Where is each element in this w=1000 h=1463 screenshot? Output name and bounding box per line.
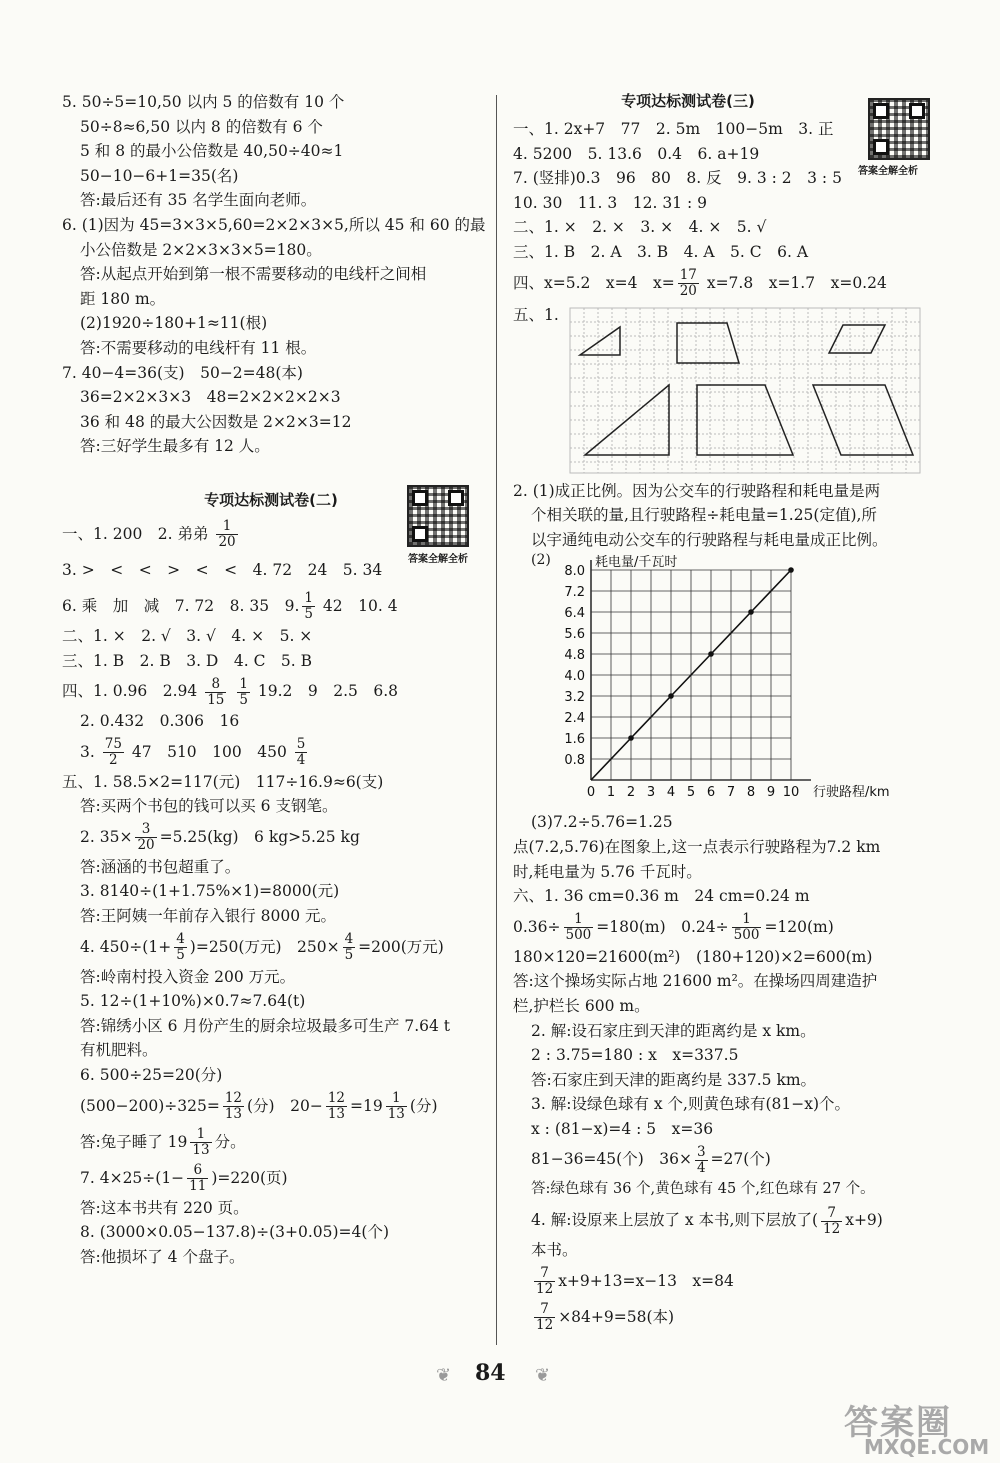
y-tick-label: 7.2 [564,585,585,601]
s3-p3-2: 点(7.2,5.76)在图象上,这一点表示行驶路程为7.2 km [513,837,881,856]
answer-line: 答:最后还有 35 名学生面向老师。 [80,191,317,210]
answer-line: 50÷8≈6,50 以内 8 的倍数有 6 个 [80,117,323,136]
x-tick-label: 7 [726,785,736,801]
s2-wu3-answer: 答:王阿姨一年前存入银行 8000 元。 [80,907,337,926]
s3-l5: 二、1. × 2. × 3. × 4. × 5. √ [513,218,767,237]
s2-q6: 6. 乘 加 减 7. 72 8. 35 9. $\frac{1}{5}$ 42 10. 4 [62,590,398,623]
qr-label: 答案全解全析 [408,554,468,565]
s3-q3-1: 3. 解:设绿色球有 x 个,则黄色球有(81−x)个。 [531,1095,851,1114]
data-point [788,568,794,574]
s3-q4-4: $\frac{7}{12}$ ×84+9=58(本) [536,1301,675,1334]
y-tick-label: 0.8 [564,753,585,769]
answer-line: 36 和 48 的最大公因数是 2×2×3=12 [80,412,352,431]
s3-liu3: 180×120=21600(m²) (180+120)×2=600(m) [513,947,873,966]
s3-p2-1: 2. (1)成正比例。因为公交车的行驶路程和耗电量是两 [513,481,881,500]
answer-line: 答:从起点开始到第一根不需要移动的电线杆之间相 [80,265,427,284]
parallelogram-small [829,325,885,353]
answer-line: 7. 40−4=36(支) 50−2=48(本) [62,363,303,382]
y-tick-label: 4.0 [564,669,585,685]
s2-er: 二、1. × 2. √ 3. √ 4. × 5. × [62,626,313,645]
s3-l4: 10. 30 11. 3 12. 31 : 9 [513,193,707,212]
s2-q1: 一、1. 200 2. 弟弟 $\frac{1}{20}$ [62,518,236,551]
s3-p3-1: (3)7.2÷5.76=1.25 [531,813,673,832]
s2-wu1: 五、1. 58.5×2=117(元) 117÷16.9≈6(支) [62,772,384,791]
s3-q2-answer: 答:石家庄到天津的距离约是 337.5 km。 [531,1070,817,1089]
s2-wu8-answer: 答:他损坏了 4 个盘子。 [80,1247,245,1266]
s2-wu4: 4. 450÷(1+ $\frac{4}{5}$ )=250(万元) 250× $\frac{4}{5}$ =200(万元) [80,931,444,964]
watermark-url: MXQE.COM [864,1435,990,1459]
column-divider [496,95,497,1345]
s3-p3-3: 时,耗电量为 5.76 千瓦时。 [513,862,702,881]
y-tick-label: 2.4 [564,711,585,727]
x-tick-label: 9 [766,785,776,801]
s2-wu5: 5. 12÷(1+10%)×0.7≈7.64(t) [80,992,306,1011]
qr-code-icon [407,485,469,547]
data-point [628,736,634,742]
x-tick-label: 10 [782,785,800,801]
trapezoid-small [677,323,739,363]
chart-block [513,552,953,810]
grid-lines [570,308,920,473]
s3-q4-3: $\frac{7}{12}$ x+9+13=x−13 x=84 [536,1265,734,1298]
s2-wu2-answer: 答:涵涵的书包超重了。 [80,857,241,876]
answer-line: 答:三好学生最多有 12 人。 [80,437,270,456]
qr-label: 答案全解全析 [858,166,918,177]
answer-line: (2)1920÷180+1≈11(根) [80,314,268,333]
s3-q3-2: x : (81−x)=4 : 5 x=36 [531,1119,714,1138]
x-tick-label: 8 [746,785,756,801]
s2-wu6: 6. 500÷25=20(分) [80,1066,223,1085]
watermark [804,1395,994,1461]
s2-wu3: 3. 8140÷(1+1.75%×1)=8000(元) [80,882,340,901]
s3-p2-2: 个相关联的量,且行驶路程÷耗电量=1.25(定值),所 [531,506,877,525]
shapes-grid [565,303,925,478]
leaf-ornament-icon: ❦ [436,1365,452,1386]
leaf-ornament-icon: ❦ [535,1365,551,1386]
s2-wu7: 7. 4×25÷(1− $\frac{6}{11}$ )=220(页) [80,1162,288,1195]
answer-line: 50−10−6+1=35(名) [80,166,239,185]
s3-q2-1: 2. 解:设石家庄到天津的距离约是 x km。 [531,1021,816,1040]
s2-si3: 3. $\frac{75}{2}$ 47 510 100 450 $\frac{5}{4}$ [80,736,306,769]
y-tick-label: 3.2 [564,690,585,706]
s3-l2: 4. 5200 5. 13.6 0.4 6. a+19 [513,144,760,163]
s2-wu7-answer: 答:这本书共有 220 页。 [80,1198,249,1217]
data-point [668,694,674,700]
s3-l6: 三、1. B 2. A 3. B 4. A 5. C 6. A [513,242,809,261]
triangle-small [580,327,620,355]
answer-line: 6. (1)因为 45=3×3×5,60=2×2×3×5,所以 45 和 60 的最 [62,215,486,234]
watermark-text: 答案圈 [844,1403,952,1443]
answer-line: 5. 50÷5=10,50 以内 5 的倍数有 10 个 [62,93,345,111]
s3-q3-answer: 答:绿色球有 36 个,黄色球有 45 个,红色球有 27 个。 [531,1181,875,1198]
chart-part-label: (2) [531,552,551,569]
left-top-answers [62,90,486,459]
data-point [708,652,714,658]
section-2-title: 专项达标测试卷(二) [204,490,338,509]
s2-wu1-answer: 答:买两个书包的钱可以买 6 支钢笔。 [80,797,338,816]
x-axis-label: 行驶路程/km [813,785,890,801]
s3-liu3-answer-cont: 栏,护栏长 600 m。 [513,996,650,1015]
y-tick-label: 8.0 [564,564,585,580]
answer-line: 5 和 8 的最小公倍数是 40,50÷40≈1 [80,142,344,161]
s3-l1: 一、1. 2x+7 77 2. 5m 100−5m 3. 正 [513,120,834,138]
s2-wu5-answer-cont: 有机肥料。 [80,1041,158,1060]
s2-wu6-answer: 答:兔子睡了 19 $\frac{1}{13}$ 分。 [80,1126,246,1159]
s2-san: 三、1. B 2. B 3. D 4. C 5. B [62,651,313,670]
s3-l3: 7. (竖排)0.3 96 80 8. 反 9. 3 : 2 3 : 5 [513,169,842,188]
s3-liu3-answer: 答:这个操场实际占地 21600 m²。在操场四周建造护 [513,972,878,991]
answer-line: 答:不需要移动的电线杆有 11 根。 [80,338,317,357]
qr-code-icon [868,98,930,160]
s3-q3-3: 81−36=45(个) 36× $\frac{3}{4}$ =27(个) [531,1143,771,1176]
page-number: 84 [475,1360,506,1386]
y-tick-label: 4.8 [564,648,585,664]
left-column [62,90,486,1269]
x-tick-label: 3 [646,785,656,801]
x-tick-label: 0 [586,785,596,801]
y-tick-label: 1.6 [564,732,585,748]
s2-wu2: 2. 35× $\frac{3}{20}$ =5.25(kg) 6 kg>5.25 kg [80,821,360,854]
y-tick-label: 6.4 [564,606,585,622]
y-axis-label: 耗电量/千瓦时 [595,555,678,571]
s2-si1: 四、1. 0.96 2.94 $\frac{8}{15}$ $\frac{1}{5}$ 19.2 9 2.5 6.8 [62,675,399,708]
fraction: $\frac{1}{20}$ [218,518,236,551]
x-tick-label: 4 [666,785,676,801]
shapes-block [513,301,953,479]
x-tick-label: 5 [686,785,696,801]
answer-line: 小公倍数是 2×2×3×3×5=180。 [80,240,322,259]
s3-p2-3: 以宇通纯电动公交车的行驶路程与耗电量成正比例。 [531,530,888,549]
y-tick-label: 5.6 [564,627,585,643]
answer-line: 距 180 m。 [80,289,166,308]
s3-liu1: 六、1. 36 cm=0.36 m 24 cm=0.24 m [513,887,810,906]
s3-q4-1: 4. 解:设原来上层放了 x 本书,则下层放了( $\frac{7}{12}$ x+9) [531,1204,883,1237]
chart [513,552,953,810]
s3-l7: 四、x=5.2 x=4 x= $\frac{17}{20}$ x=7.8 x=1.7 x=0.24 [513,267,887,300]
s3-l8: 五、1. [513,305,559,324]
s2-wu8: 8. (3000×0.05−137.8)÷(3+0.05)=4(个) [80,1223,390,1242]
s3-liu2: 0.36÷ $\frac{1}{500}$ =180(m) 0.24÷ $\frac{1}{500}$ =120(m) [513,911,834,944]
section-3-title: 专项达标测试卷(三) [621,92,755,110]
s2-q3: 3. > < < > < < 4. 72 24 5. 34 [62,560,383,579]
x-tick-label: 2 [626,785,636,801]
s2-wu5-answer: 答:锦绣小区 6 月份产生的厨余垃圾最多可生产 7.64 t [80,1016,451,1035]
s2-si2: 2. 0.432 0.306 16 [80,712,240,731]
right-column [513,90,953,1335]
answer-line: 36=2×2×3×3 48=2×2×2×2×3 [80,388,341,407]
s3-q2-2: 2 : 3.75=180 : x x=337.5 [531,1046,739,1065]
x-tick-label: 1 [606,785,616,801]
s2-wu6-calc: (500−200)÷325= $\frac{12}{13}$ (分) 20− $\frac{12}{13}$ =19 $\frac{1}{13}$ (分) [80,1090,438,1123]
data-point [748,610,754,616]
x-tick-label: 6 [706,785,716,801]
s3-q4-2: 本书。 [531,1241,578,1260]
s2-wu4-answer: 答:岭南村投入资金 200 万元。 [80,967,296,986]
